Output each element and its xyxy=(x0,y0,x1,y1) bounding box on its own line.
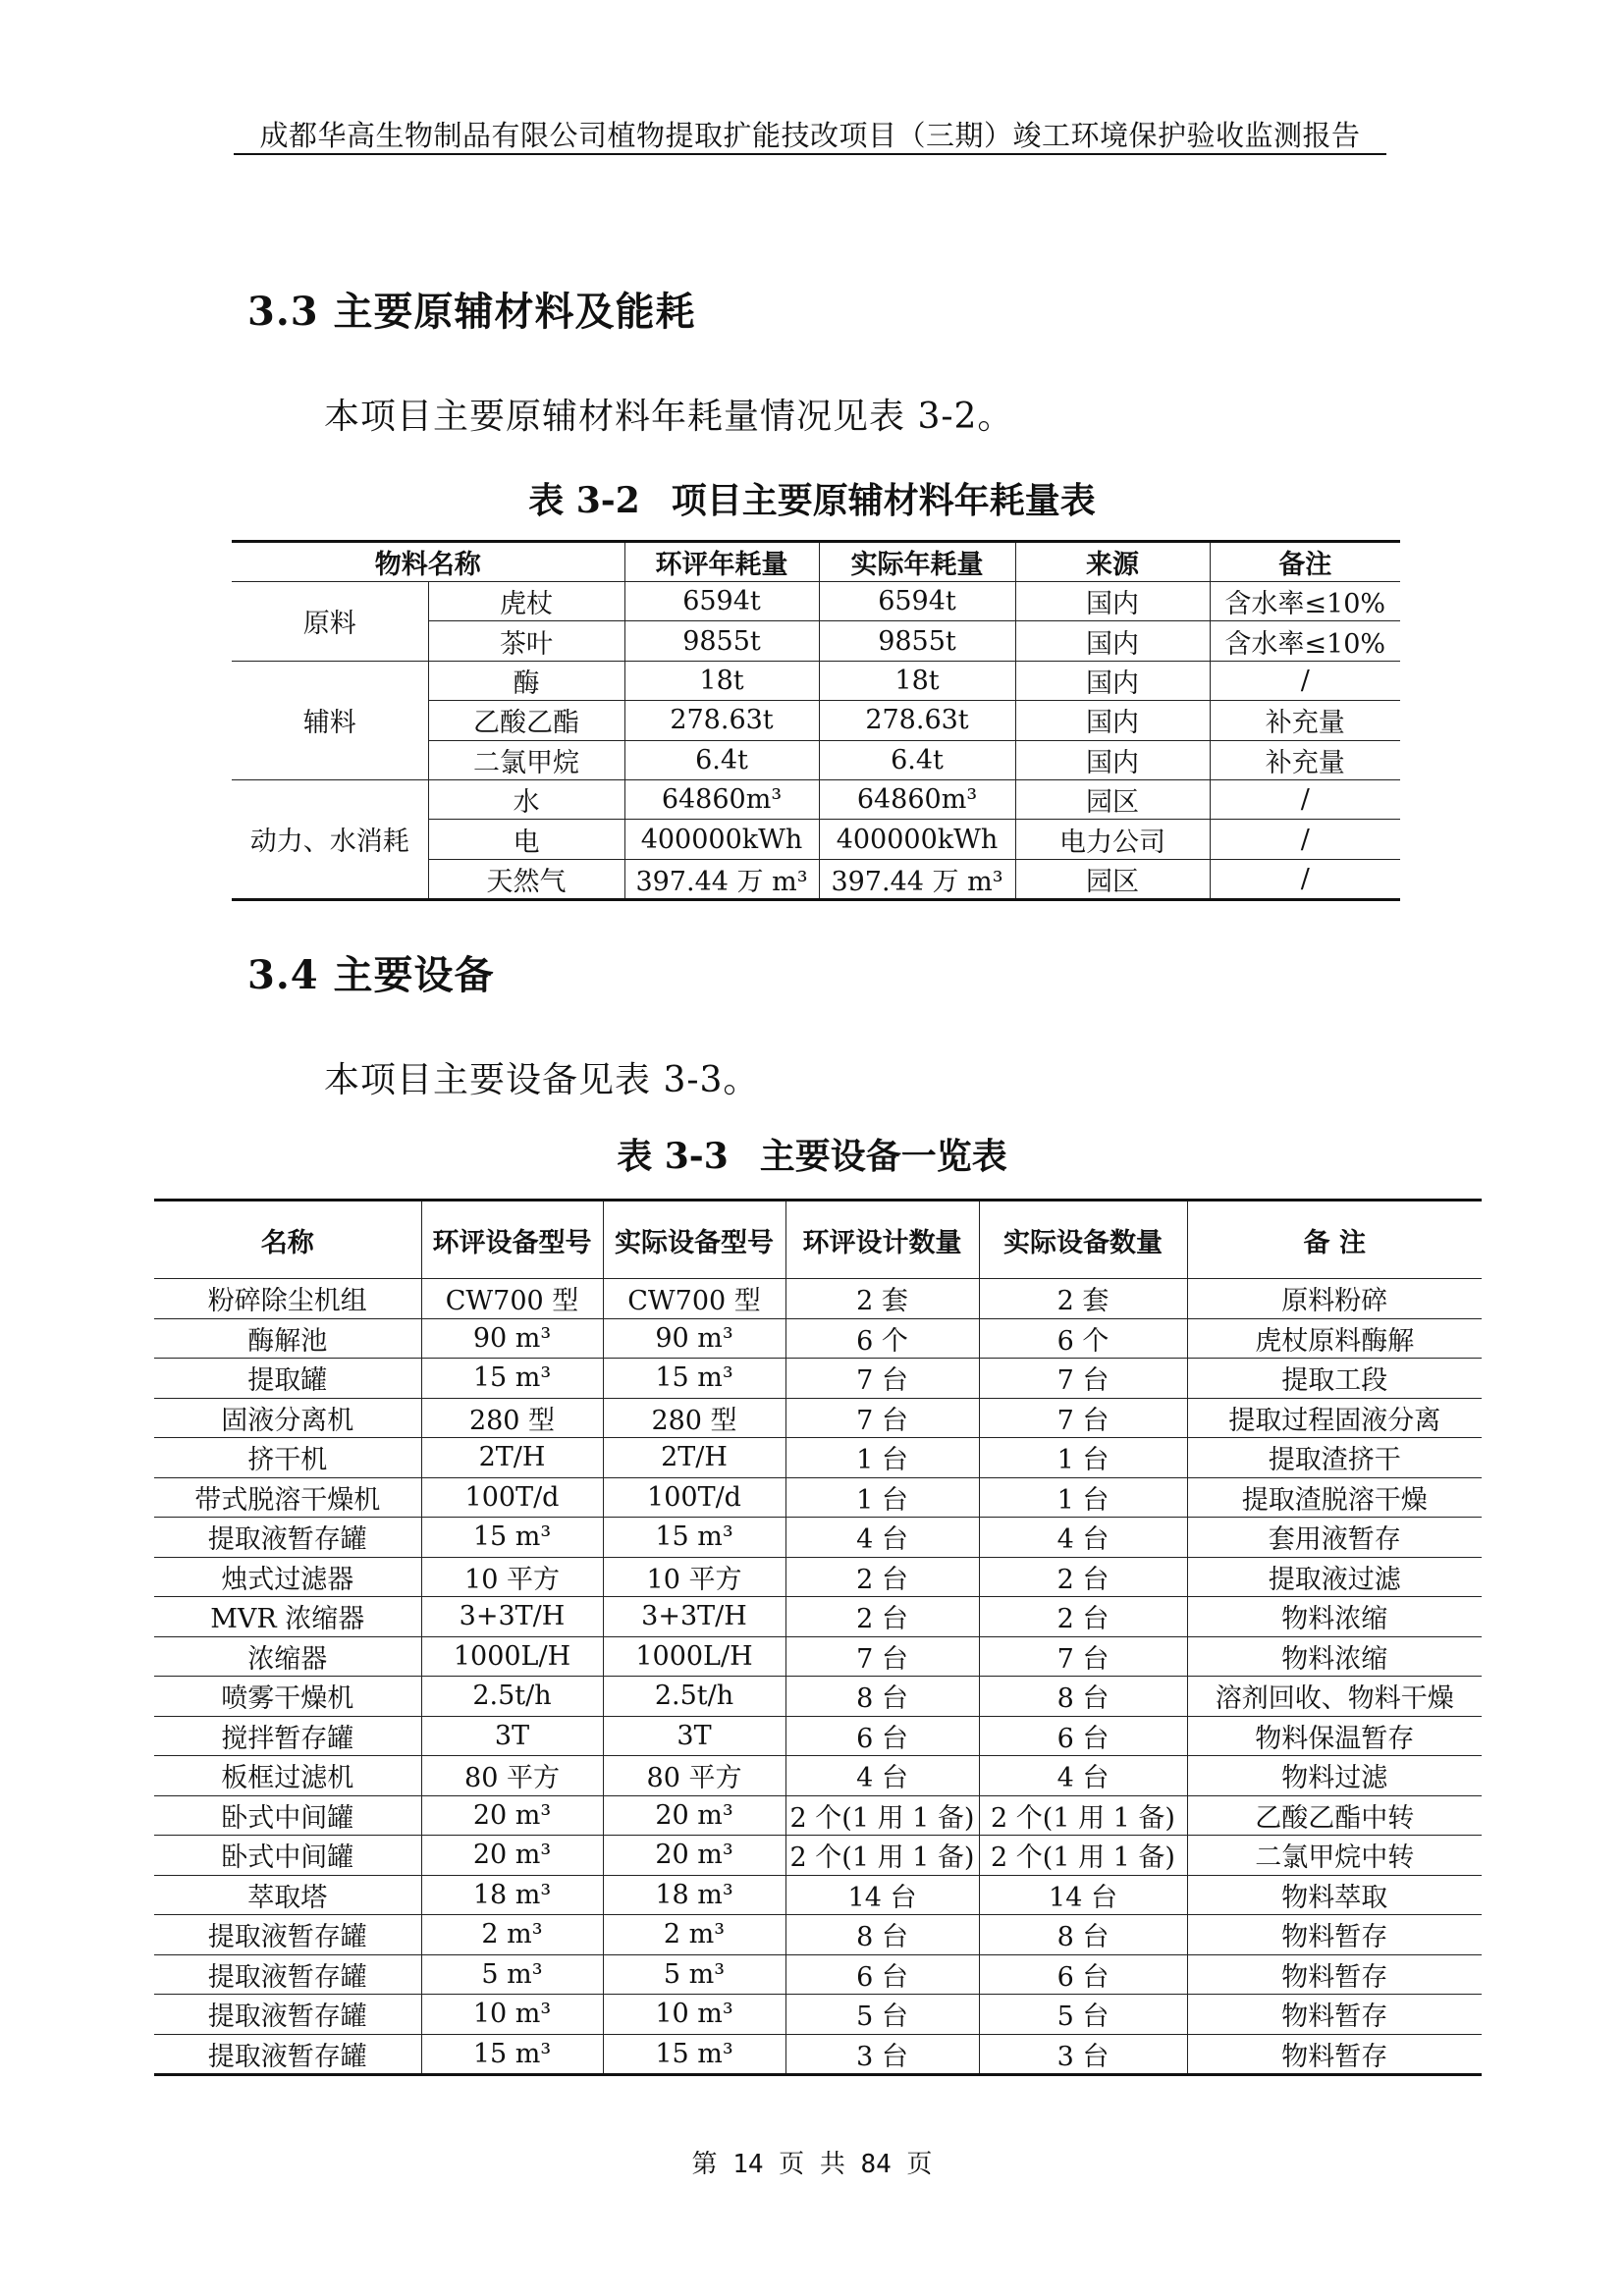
table-cell: 搅拌暂存罐 xyxy=(154,1716,421,1756)
table-cell: 2 台 xyxy=(979,1597,1187,1637)
table-cell: 2 套 xyxy=(979,1279,1187,1319)
table-cell: 3 台 xyxy=(785,2034,979,2074)
table-cell: 含水率≤10% xyxy=(1210,582,1400,621)
category-cell: 动力、水消耗 xyxy=(232,779,428,899)
table-cell: 1 台 xyxy=(785,1477,979,1518)
table-cell: 5 台 xyxy=(785,1995,979,2035)
table-row xyxy=(154,1279,1482,1319)
table-cell: 90 m³ xyxy=(603,1318,785,1359)
table-cell: 3T xyxy=(603,1716,785,1756)
table-cell: 国内 xyxy=(1015,621,1210,661)
table-cell: 卧式中间罐 xyxy=(154,1795,421,1836)
table-cell: 二氯甲烷中转 xyxy=(1187,1836,1482,1876)
table-cell: 国内 xyxy=(1015,661,1210,700)
table-row xyxy=(154,1359,1482,1399)
table-cell: 茶叶 xyxy=(428,621,624,661)
table-cell: 物料过滤 xyxy=(1187,1756,1482,1796)
category-cell: 辅料 xyxy=(232,661,428,779)
table-cell: 18t xyxy=(819,661,1015,700)
table-cell: / xyxy=(1210,820,1400,859)
table-cell: 6.4t xyxy=(624,740,819,779)
table-cell: CW700 型 xyxy=(603,1279,785,1319)
table-row xyxy=(154,1795,1482,1836)
table-cell: 5 m³ xyxy=(603,1954,785,1995)
table-cell: 含水率≤10% xyxy=(1210,621,1400,661)
table-cell: 14 台 xyxy=(979,1875,1187,1915)
table-cell: 10 平方 xyxy=(603,1557,785,1597)
table-row xyxy=(154,1875,1482,1915)
table-cell: 20 m³ xyxy=(421,1795,603,1836)
page-number: 第 14 页 共 84 页 xyxy=(691,2150,933,2179)
table-cell: 400000kWh xyxy=(819,820,1015,859)
table-cell: 虎杖原料酶解 xyxy=(1187,1318,1482,1359)
table-cell: 烛式过滤器 xyxy=(154,1557,421,1597)
table-cell: 2 m³ xyxy=(603,1915,785,1955)
table-row xyxy=(154,1438,1482,1478)
table-cell: 278.63t xyxy=(819,701,1015,740)
column-header: 备 注 xyxy=(1187,1201,1482,1279)
table-cell: 90 m³ xyxy=(421,1318,603,1359)
table-cell: 15 m³ xyxy=(421,1359,603,1399)
table-cell: 2 台 xyxy=(979,1557,1187,1597)
table-caption-3-3 xyxy=(0,1129,1624,1179)
section-heading-3-3: 3.3 主要原辅材料及能耗 xyxy=(247,289,696,335)
table-row xyxy=(154,1716,1482,1756)
table-cell: 6594t xyxy=(624,582,819,621)
table-cell: 18t xyxy=(624,661,819,700)
table-row xyxy=(154,1318,1482,1359)
table-cell: 2 个(1 用 1 备) xyxy=(785,1836,979,1876)
table-cell: 15 m³ xyxy=(603,1359,785,1399)
table-cell: 278.63t xyxy=(624,701,819,740)
table-row xyxy=(232,582,1400,621)
table-cell: 8 台 xyxy=(979,1915,1187,1955)
table-cell: 乙酸乙酯 xyxy=(428,701,624,740)
table-cell: 国内 xyxy=(1015,582,1210,621)
table-cell: 天然气 xyxy=(428,859,624,899)
table-cell: 20 m³ xyxy=(603,1795,785,1836)
table-cell: 3+3T/H xyxy=(421,1597,603,1637)
table-row xyxy=(154,1477,1482,1518)
section-intro-3-4: 本项目主要设备见表 3-3。 xyxy=(324,1060,760,1100)
table-cell: 15 m³ xyxy=(603,1518,785,1558)
table-cell: 8 台 xyxy=(785,1915,979,1955)
table-cell: 15 m³ xyxy=(421,2034,603,2074)
column-header: 环评设计数量 xyxy=(785,1201,979,1279)
table-cell: 物料萃取 xyxy=(1187,1875,1482,1915)
table-cell: 粉碎除尘机组 xyxy=(154,1279,421,1319)
table-cell: 提取液暂存罐 xyxy=(154,2034,421,2074)
table-row xyxy=(154,1398,1482,1438)
table-cell: 6 个 xyxy=(979,1318,1187,1359)
table-cell: MVR 浓缩器 xyxy=(154,1597,421,1637)
table-cell: / xyxy=(1210,661,1400,700)
table-cell: 4 台 xyxy=(785,1756,979,1796)
table-cell: 国内 xyxy=(1015,740,1210,779)
table-cell: 1000L/H xyxy=(603,1636,785,1677)
table-cell: 水 xyxy=(428,779,624,819)
table-cell: 80 平方 xyxy=(603,1756,785,1796)
table-cell: 乙酸乙酯中转 xyxy=(1187,1795,1482,1836)
table-cell: 2.5t/h xyxy=(421,1677,603,1717)
table-cell: 1 台 xyxy=(785,1438,979,1478)
table-cell: 10 m³ xyxy=(421,1995,603,2035)
table-cell: 8 台 xyxy=(979,1677,1187,1717)
table-row xyxy=(154,1836,1482,1876)
table-cell: 6 台 xyxy=(979,1716,1187,1756)
table-cell: 5 m³ xyxy=(421,1954,603,1995)
table-cell: 提取液暂存罐 xyxy=(154,1995,421,2035)
table-cell: 虎杖 xyxy=(428,582,624,621)
table-cell: 提取液过滤 xyxy=(1187,1557,1482,1597)
column-header: 环评设备型号 xyxy=(421,1201,603,1279)
table-cell: 280 型 xyxy=(421,1398,603,1438)
equipment-table xyxy=(154,1199,1482,2076)
table-cell: 原料粉碎 xyxy=(1187,1279,1482,1319)
table-cell: 7 台 xyxy=(979,1359,1187,1399)
section-intro-3-3: 本项目主要原辅材料年耗量情况见表 3-2。 xyxy=(324,397,1014,437)
table-cell: 5 台 xyxy=(979,1995,1187,2035)
table-cell: 20 m³ xyxy=(421,1836,603,1876)
table-cell: 板框过滤机 xyxy=(154,1756,421,1796)
table-row xyxy=(154,1756,1482,1796)
table-cell: 溶剂回收、物料干燥 xyxy=(1187,1677,1482,1717)
table-cell: 7 台 xyxy=(785,1398,979,1438)
table-row xyxy=(154,1954,1482,1995)
table-cell: 10 平方 xyxy=(421,1557,603,1597)
table-cell: 20 m³ xyxy=(603,1836,785,1876)
table-cell: 15 m³ xyxy=(603,2034,785,2074)
table-cell: 6 台 xyxy=(785,1716,979,1756)
table-cell: 物料浓缩 xyxy=(1187,1597,1482,1637)
table-row xyxy=(232,779,1400,819)
table-cell: 电力公司 xyxy=(1015,820,1210,859)
table-cell: 7 台 xyxy=(979,1636,1187,1677)
table-cell: 酶 xyxy=(428,661,624,700)
page-header: 成都华高生物制品有限公司植物提取扩能技改项目（三期）竣工环境保护验收监测报告 xyxy=(259,119,1361,152)
table-cell: 物料暂存 xyxy=(1187,1915,1482,1955)
table-cell: 园区 xyxy=(1015,779,1210,819)
table-cell: 二氯甲烷 xyxy=(428,740,624,779)
table-cell: 2 台 xyxy=(785,1557,979,1597)
section-heading-3-4: 3.4 主要设备 xyxy=(247,952,495,998)
table-cell: 7 台 xyxy=(785,1636,979,1677)
column-header: 实际设备型号 xyxy=(603,1201,785,1279)
table-cell: 10 m³ xyxy=(603,1995,785,2035)
table-cell: 400000kWh xyxy=(624,820,819,859)
table-cell: 100T/d xyxy=(603,1477,785,1518)
table-cell: 15 m³ xyxy=(421,1518,603,1558)
table-cell: 酶解池 xyxy=(154,1318,421,1359)
table-row xyxy=(154,1915,1482,1955)
table-cell: 4 台 xyxy=(785,1518,979,1558)
table-cell: 2 m³ xyxy=(421,1915,603,1955)
table-cell: 2T/H xyxy=(603,1438,785,1478)
table-cell: 2.5t/h xyxy=(603,1677,785,1717)
table-cell: CW700 型 xyxy=(421,1279,603,1319)
table-cell: 喷雾干燥机 xyxy=(154,1677,421,1717)
table-row xyxy=(232,661,1400,700)
table-cell: 6 个 xyxy=(785,1318,979,1359)
column-header: 实际设备数量 xyxy=(979,1201,1187,1279)
table-cell: / xyxy=(1210,779,1400,819)
table-cell: 带式脱溶干燥机 xyxy=(154,1477,421,1518)
table-row xyxy=(154,1597,1482,1637)
table-cell: 补充量 xyxy=(1210,701,1400,740)
table-row xyxy=(154,1995,1482,2035)
table-cell: 4 台 xyxy=(979,1756,1187,1796)
table-cell: 挤干机 xyxy=(154,1438,421,1478)
table-cell: 2T/H xyxy=(421,1438,603,1478)
table-cell: 1 台 xyxy=(979,1438,1187,1478)
table-cell: 提取液暂存罐 xyxy=(154,1518,421,1558)
table-caption-3-2 xyxy=(0,473,1624,523)
table-cell: 14 台 xyxy=(785,1875,979,1915)
category-cell: 原料 xyxy=(232,582,428,662)
table-cell: 3+3T/H xyxy=(603,1597,785,1637)
table-cell: 提取过程固液分离 xyxy=(1187,1398,1482,1438)
table-cell: 物料暂存 xyxy=(1187,2034,1482,2074)
table-cell: 提取渣挤干 xyxy=(1187,1438,1482,1478)
table-cell: 100T/d xyxy=(421,1477,603,1518)
table-cell: 浓缩器 xyxy=(154,1636,421,1677)
table-cell: 3T xyxy=(421,1716,603,1756)
table-row xyxy=(154,1636,1482,1677)
caption-title: 主要设备一览表 xyxy=(759,1136,1007,1177)
table-cell: 卧式中间罐 xyxy=(154,1836,421,1876)
table-cell: 提取工段 xyxy=(1187,1359,1482,1399)
caption-number: 表 3-3 xyxy=(617,1136,729,1177)
table-cell: 18 m³ xyxy=(603,1875,785,1915)
table-cell: 280 型 xyxy=(603,1398,785,1438)
table-cell: 397.44 万 m³ xyxy=(819,859,1015,899)
table-cell: 物料保温暂存 xyxy=(1187,1716,1482,1756)
table-cell: 电 xyxy=(428,820,624,859)
column-header: 备注 xyxy=(1210,542,1400,582)
table-cell: 国内 xyxy=(1015,701,1210,740)
table-cell: 64860m³ xyxy=(819,779,1015,819)
table-cell: 补充量 xyxy=(1210,740,1400,779)
table-cell: 6 台 xyxy=(785,1954,979,1995)
table-cell: 2 个(1 用 1 备) xyxy=(979,1795,1187,1836)
table-cell: 7 台 xyxy=(785,1359,979,1399)
materials-table xyxy=(232,540,1400,901)
table-cell: 提取渣脱溶干燥 xyxy=(1187,1477,1482,1518)
table-cell: 固液分离机 xyxy=(154,1398,421,1438)
table-cell: 4 台 xyxy=(979,1518,1187,1558)
table-cell: 1000L/H xyxy=(421,1636,603,1677)
header-rule xyxy=(234,153,1386,155)
column-header: 实际年耗量 xyxy=(819,542,1015,582)
table-row xyxy=(154,1518,1482,1558)
table-cell: 64860m³ xyxy=(624,779,819,819)
table-cell: 园区 xyxy=(1015,859,1210,899)
table-row xyxy=(154,1677,1482,1717)
column-header: 名称 xyxy=(154,1201,421,1279)
table-cell: 2 个(1 用 1 备) xyxy=(785,1795,979,1836)
table-cell: 提取罐 xyxy=(154,1359,421,1399)
table-cell: 提取液暂存罐 xyxy=(154,1915,421,1955)
table-cell: 2 个(1 用 1 备) xyxy=(979,1836,1187,1876)
table-header-row xyxy=(232,542,1400,582)
table-cell: 提取液暂存罐 xyxy=(154,1954,421,1995)
table-cell: 397.44 万 m³ xyxy=(624,859,819,899)
table-cell: 物料暂存 xyxy=(1187,1954,1482,1995)
table-cell: 80 平方 xyxy=(421,1756,603,1796)
table-cell: / xyxy=(1210,859,1400,899)
table-cell: 9855t xyxy=(819,621,1015,661)
table-cell: 套用液暂存 xyxy=(1187,1518,1482,1558)
table-row xyxy=(154,2034,1482,2074)
table-cell: 8 台 xyxy=(785,1677,979,1717)
table-cell: 7 台 xyxy=(979,1398,1187,1438)
table-cell: 物料暂存 xyxy=(1187,1995,1482,2035)
table-cell: 2 台 xyxy=(785,1597,979,1637)
table-cell: 3 台 xyxy=(979,2034,1187,2074)
table-cell: 18 m³ xyxy=(421,1875,603,1915)
caption-number: 表 3-2 xyxy=(528,480,640,521)
column-header: 环评年耗量 xyxy=(624,542,819,582)
table-cell: 物料浓缩 xyxy=(1187,1636,1482,1677)
table-cell: 1 台 xyxy=(979,1477,1187,1518)
column-header: 物料名称 xyxy=(232,542,624,582)
table-header-row xyxy=(154,1201,1482,1279)
table-cell: 2 套 xyxy=(785,1279,979,1319)
column-header: 来源 xyxy=(1015,542,1210,582)
table-cell: 6594t xyxy=(819,582,1015,621)
table-cell: 6.4t xyxy=(819,740,1015,779)
table-cell: 萃取塔 xyxy=(154,1875,421,1915)
table-cell: 6 台 xyxy=(979,1954,1187,1995)
caption-title: 项目主要原辅材料年耗量表 xyxy=(671,480,1096,521)
table-row xyxy=(154,1557,1482,1597)
table-cell: 9855t xyxy=(624,621,819,661)
